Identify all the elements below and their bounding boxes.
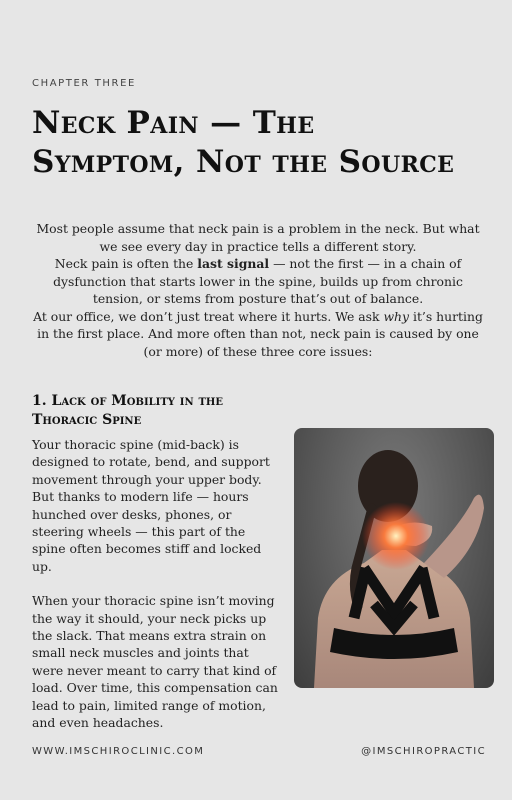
intro-text [28,220,488,360]
section-body [32,436,282,732]
page-title: Neck Pain — The Symptom, Not the Source [32,105,455,180]
intro-paragraph-2 [28,255,488,308]
section-paragraph-1: Your thoracic spine (mid-back) is designed to rotate, bend, and support movement through your upper body. But thanks to modern life — hours hunched over desks, phones, or steering wheels — this part of the spine often becomes stiff and locked up. [32,437,270,574]
raised-arm [424,495,484,578]
why-emphasis: why [383,308,410,324]
last-signal-emphasis: last signal [197,256,270,271]
section-heading: 1. Lack of Mobility in the Thoracic Spine [32,393,224,428]
intro-paragraph-3 [28,308,488,361]
intro-p2-start: Neck pain is often the [54,256,198,271]
woman-neck-pain-illustration [294,428,494,688]
neck-pain-photo [294,428,494,688]
footer-website[interactable]: WWW.IMSCHIROCLINIC.COM [32,746,205,757]
intro-p3-start: At our office, we don’t just treat where it hurts. We ask [33,308,384,324]
section-paragraph-2: When your thoracic spine isn’t moving the way it should, your neck picks up the slack. That means extra strain on small neck muscles and joints that were never meant to carry that kind of load. Over time, this compensation can lead to pain, limited range of motion, and even headaches. [32,593,278,731]
intro-paragraph-1: Most people assume that neck pain is a problem in the neck. But what we see every day in practice tells a different story. [36,221,480,254]
footer-handle[interactable]: @IMSCHIROPRACTIC [361,746,486,757]
intro-p3-end: it’s hurting in the first place. And more often than not, neck pain is caused by one (or more) of these three core issues: [37,308,483,359]
pain-glow [362,502,430,570]
chapter-label: CHAPTER THREE [32,78,136,89]
intro-p2-end: — not the first — in a chain of dysfunction that starts lower in the spine, builds up from chronic tension, or stems from posture that’s out of balance. [53,256,463,306]
